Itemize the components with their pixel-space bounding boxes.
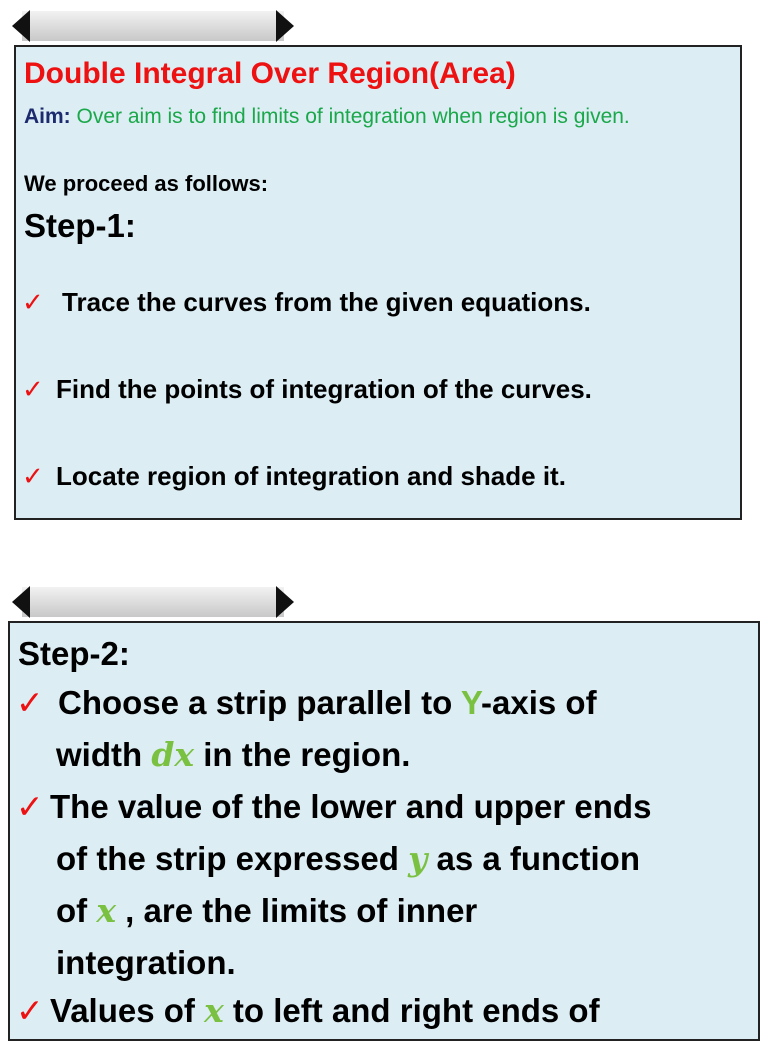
check-icon: ✓ [22, 461, 44, 491]
step2-card [8, 621, 760, 1041]
list-item: ✓ Values of x to left and right ends of [16, 985, 752, 1037]
page-title: Double Integral Over Region(Area) [24, 57, 516, 90]
list-item: ✓ The value of the lower and upper ends of the strip expressed y as a function of x , are the limits of inner integration. [16, 781, 752, 989]
list-item: ✓ Trace the curves from the given equations. [22, 287, 591, 317]
proceed-text: We proceed as follows: [24, 171, 269, 196]
check-icon: ✓ [16, 788, 44, 825]
step2-heading: Step-2: [18, 635, 130, 672]
check-icon: ✓ [22, 287, 44, 317]
list-item: ✓ Choose a strip parallel to Y-axis of width dx in the region. [16, 677, 752, 781]
check-icon: ✓ [16, 992, 44, 1029]
step1-heading: Step-1: [24, 207, 136, 244]
check-icon: ✓ [22, 374, 44, 404]
next-arrow-icon[interactable] [276, 586, 294, 618]
aim-label: Aim: [24, 105, 71, 128]
prev-arrow-icon[interactable] [12, 586, 30, 618]
aim-line [24, 105, 630, 129]
aim-text: Over aim is to find limits of integration when region is given. [70, 105, 630, 128]
list-item: ✓ Locate region of integration and shade it. [22, 461, 566, 491]
check-icon: ✓ [16, 684, 44, 721]
step1-card [14, 45, 742, 520]
slide-nav-bar-1[interactable] [10, 9, 296, 43]
prev-arrow-icon[interactable] [12, 10, 30, 42]
slide-nav-bar-2[interactable] [10, 585, 296, 619]
next-arrow-icon[interactable] [276, 10, 294, 42]
list-item: ✓ Find the points of integration of the curves. [22, 374, 592, 404]
